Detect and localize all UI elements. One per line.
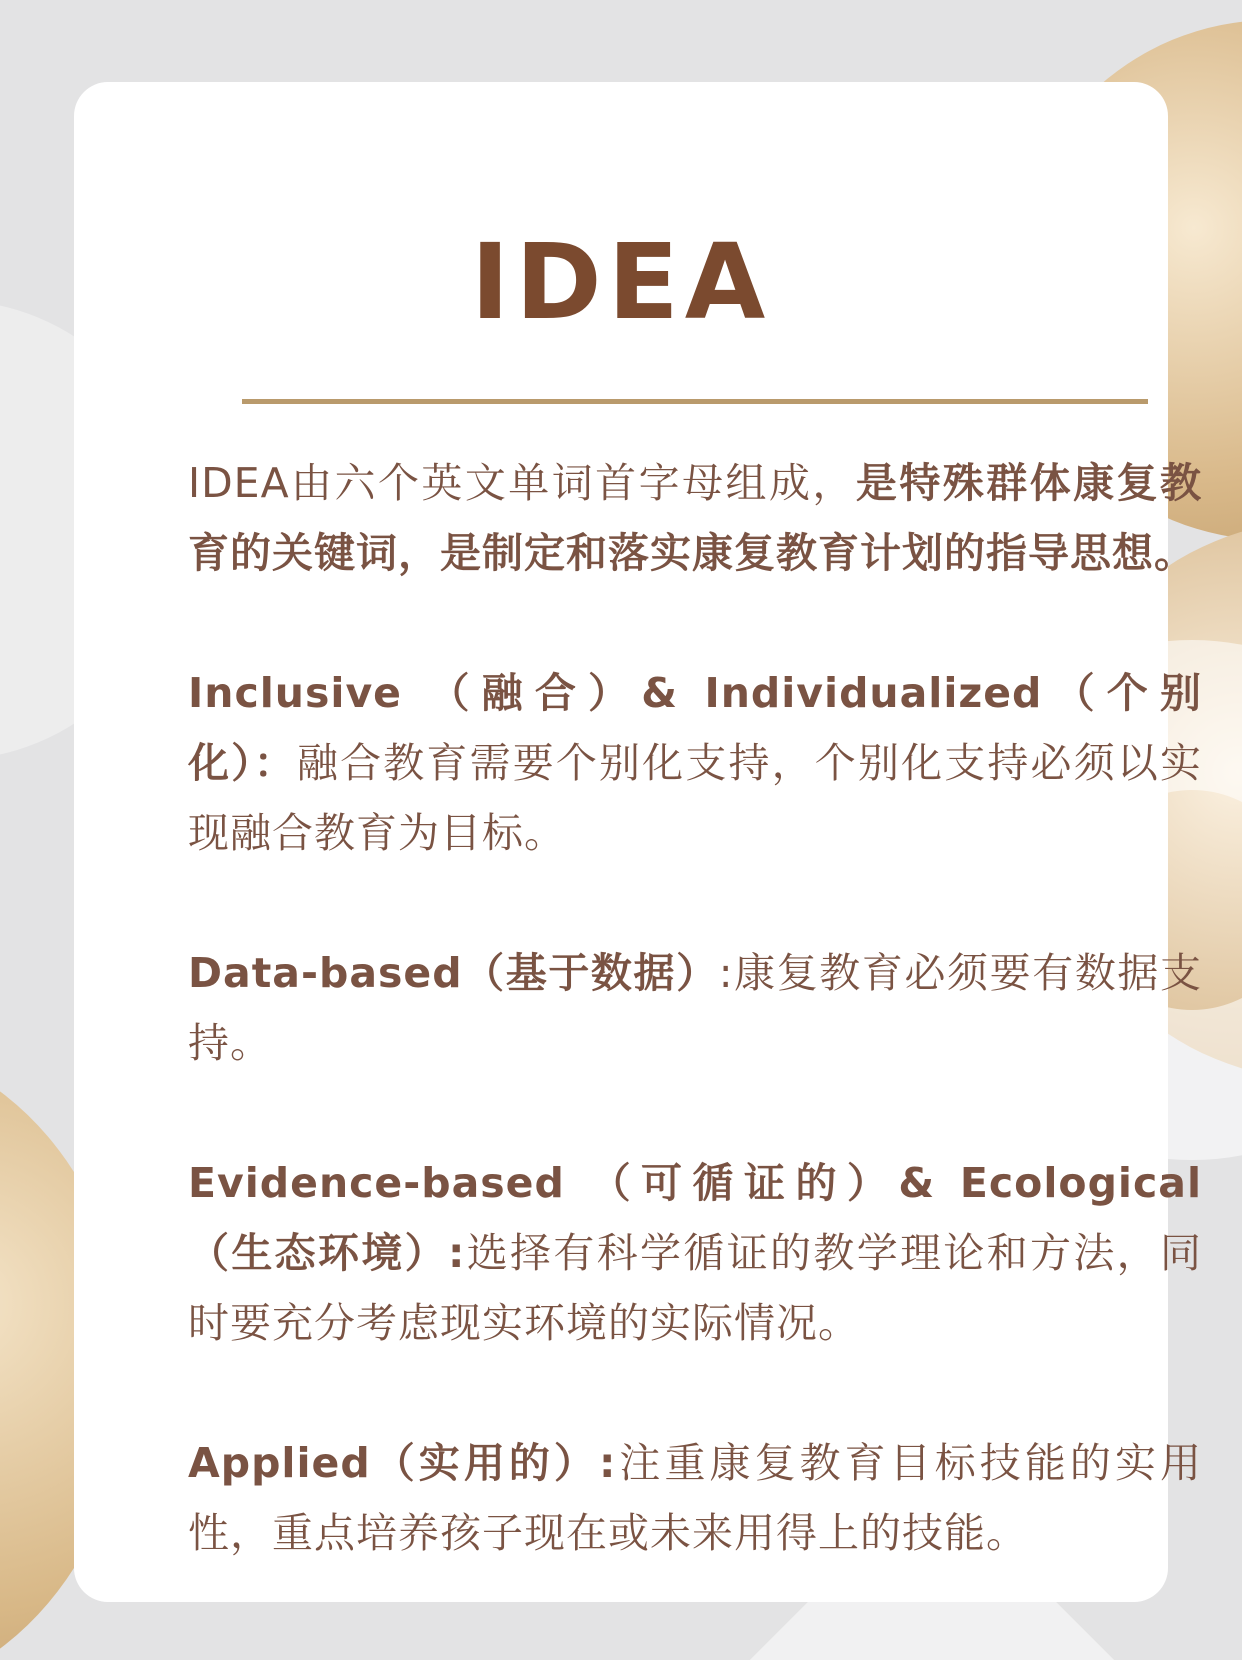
page-title: IDEA (470, 221, 772, 343)
content-card (74, 82, 1203, 1602)
list-item (188, 1148, 1202, 1358)
intro-bold-text: 是特殊群体康复教育的关键词，是制定和落实康复教育计划的指导思想。 (188, 459, 1202, 577)
item-term: Data-based（基于数据） (188, 949, 719, 997)
item-description: 选择有科学循证的教学理论和方法，同时要充分考虑现实环境的实际情况。 (188, 1229, 1203, 1347)
list-item (188, 658, 1202, 868)
list-item (188, 938, 1202, 1078)
item-term: Evidence-based （可循证的）& Ecological（生态环境）: (188, 1159, 1202, 1277)
intro-normal-text: IDEA由六个英文单词首字母组成， (188, 459, 856, 507)
item-description: 融合教育需要个别化支持，个别化支持必须以实现融合教育为目标。 (188, 739, 1203, 857)
item-description: 注重康复教育目标技能的实用性，重点培养孩子现在或未来用得上的技能。 (188, 1439, 1202, 1557)
list-item (188, 1428, 1202, 1568)
title-divider (242, 399, 1148, 404)
item-description: :康复教育必须要有数据支持。 (188, 949, 1203, 1067)
item-term: Applied（实用的）: (188, 1439, 617, 1487)
content-body (188, 448, 1202, 1568)
intro-paragraph (188, 448, 1202, 588)
item-term: Inclusive （融合）& Individualized（个别化）： (188, 669, 1202, 787)
